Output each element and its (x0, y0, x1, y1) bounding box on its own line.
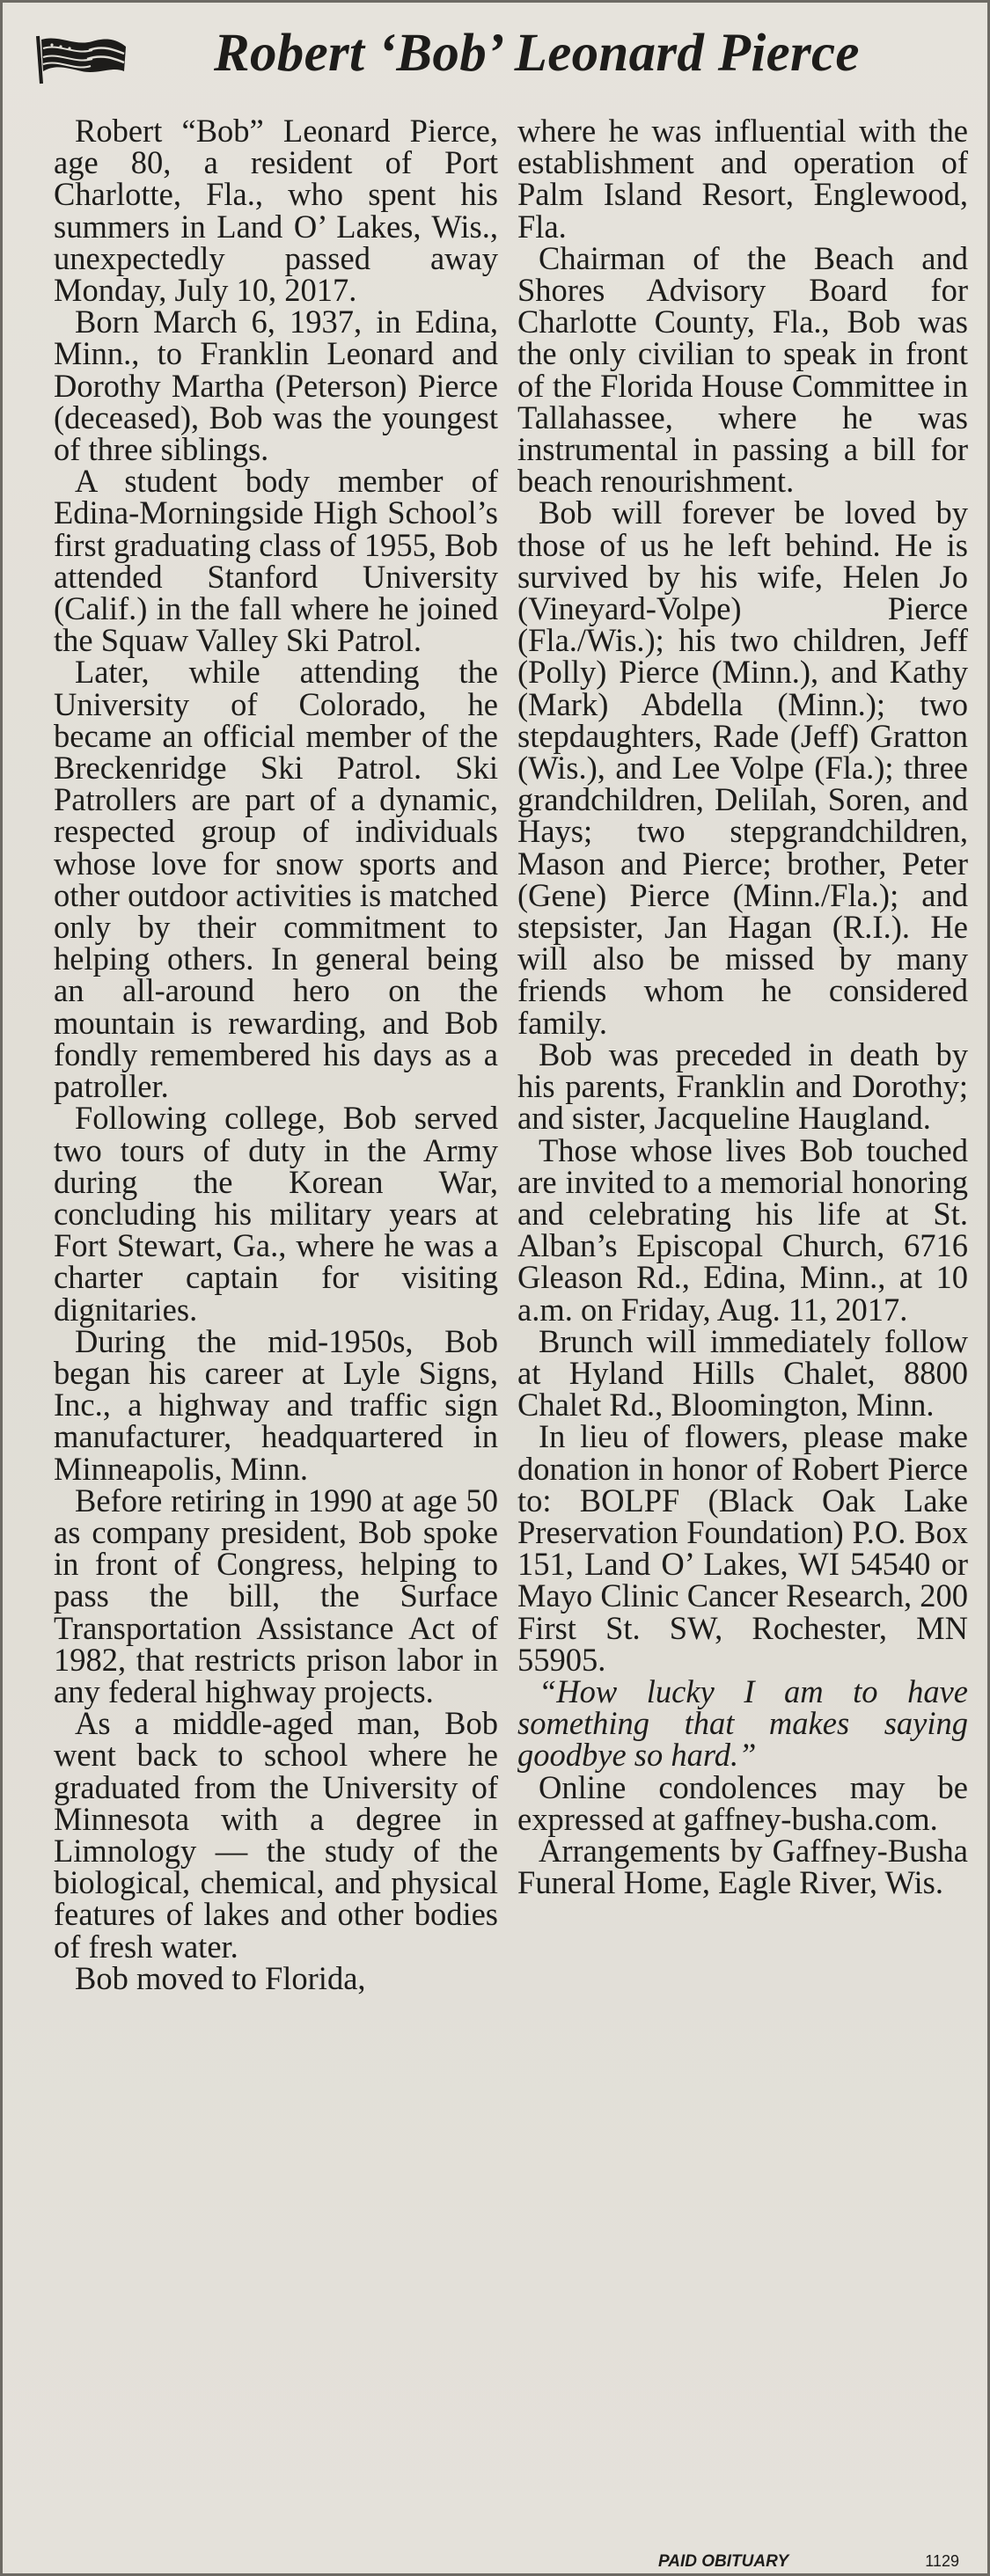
paragraph-condolences: Online condolences may be expressed at gaffney-busha.com. (517, 1768, 968, 1837)
paragraph-florida-start: Bob moved to Florida, (75, 1959, 366, 1996)
paragraph-quote: “How lucky I am to have something that makes saying goodbye so hard.” (517, 1672, 968, 1774)
paragraph-florida-continued: where he was influential with the establishment and operation of Palm Island Resort, Englewood, Fla. (517, 113, 968, 245)
paragraph-congress: Before retiring in 1990 at age 50 as company president, Bob spoke in front of Congress, helping to pass the bill, the Surface Transportation Assistance Act of 1982, that restricts prison labor in any federal highway projects. (54, 1482, 498, 1709)
paragraph-arrangements: Arrangements by Gaffney-Busha Funeral Home, Eagle River, Wis. (517, 1832, 968, 1901)
obituary-footer (517, 2552, 968, 2573)
paragraph-ski-patrol: Later, while attending the University of Colorado, he became an official member of the Breckenridge Ski Patrol. Ski Patrollers are part of a dynamic, respected group of individuals whose love for snow sports and other outdoor activities is matched only by their commitment to helping others. In general being an all-around hero on the mountain is rewarding, and Bob fondly remembered his days as a patroller. (54, 654, 498, 1105)
paragraph-donations: In lieu of flowers, please make donation in honor of Robert Pierce to: BOLPF (Black Oak Lake Preservation Foundation) P.O. Box 151, Land O’ Lakes, WI 54540 or Mayo Clinic Cancer Research, 200 First St. SW, Rochester, MN 55905. (517, 1418, 968, 1678)
obituary-title: Robert ‘Bob’ Leonard Pierce (214, 24, 860, 83)
paragraph-intro: Robert “Bob” Leonard Pierce, age 80, a resident of Port Charlotte, Fla., who spent his summers in Land O’ Lakes, Wis., unexpectedly passed away Monday, July 10, 2017. (54, 113, 498, 309)
paragraph-birth: Born March 6, 1937, in Edina, Minn., to Franklin Leonard and Dorothy Martha (Peterson) Pierce (deceased), Bob was the youngest of three siblings. (54, 304, 498, 468)
right-column (517, 115, 968, 1899)
paragraph-memorial: Those whose lives Bob touched are invited to a memorial honoring and celebrating his life at St. Alban’s Episcopal Church, 6716 Gleason Rd., Edina, Minn., at 10 a.m. on Friday, Aug. 11, 2017. (517, 1131, 968, 1328)
paragraph-chairman: Chairman of the Beach and Shores Advisory Board for Charlotte County, Fla., Bob was the only civilian to speak in front of the Florida House Committee in Tallahassee, where he was instrumental in passing a bill for beach renourishment. (517, 239, 968, 500)
ad-code: 1129 (925, 2552, 959, 2570)
paragraph-limnology: As a middle-aged man, Bob went back to school where he graduated from the University of Minnesota with a degree in Limnology — the study of the biological, chemical, and physical features of lakes and other bodies of fresh water. (54, 1705, 498, 1965)
paragraph-school: A student body member of Edina-Morningside High School’s first graduating class of 1955, Bob attended Stanford University (Calif.) in the fall where he joined the Squaw Valley Ski Patrol. (54, 463, 498, 659)
paid-obituary-label: PAID OBITUARY (658, 2552, 789, 2571)
paragraph-brunch: Brunch will immediately follow at Hyland Hills Chalet, 8800 Chalet Rd., Bloomington, Minn. (517, 1322, 968, 1423)
paragraph-preceded: Bob was preceded in death by his parents, Franklin and Dorothy; and sister, Jacqueline Haugland. (517, 1036, 968, 1137)
paragraph-career: During the mid-1950s, Bob began his career at Lyle Signs, Inc., a highway and traffic sign manufacturer, headquartered in Minneapolis, Minn. (54, 1322, 498, 1487)
american-flag-icon (33, 34, 129, 85)
obituary-header (29, 18, 968, 89)
paragraph-survivors: Bob will forever be loved by those of us he left behind. He is survived by his wife, Helen Jo (Vineyard-Volpe) Pierce (Fla./Wis.); his two children, Jeff (Polly) Pierce (Minn.), and Kathy (Mark) Abdella (Minn.); two stepdaughters, Rade (Jeff) Gratton (Wis.), and Lee Volpe (Fla.); three grandchildren, Delilah, Soren, and Hays; two stepgrandchildren, Mason and Pierce; brother, Peter (Gene) Pierce (Minn./Fla.); and stepsister, Jan Hagan (R.I.). He will also be missed by many friends whom he considered family. (517, 494, 968, 1041)
left-column (54, 115, 498, 1994)
paragraph-army: Following college, Bob served two tours of duty in the Army during the Korean War, concluding his military years at Fort Stewart, Ga., where he was a charter captain for visiting dignitaries. (54, 1100, 498, 1328)
